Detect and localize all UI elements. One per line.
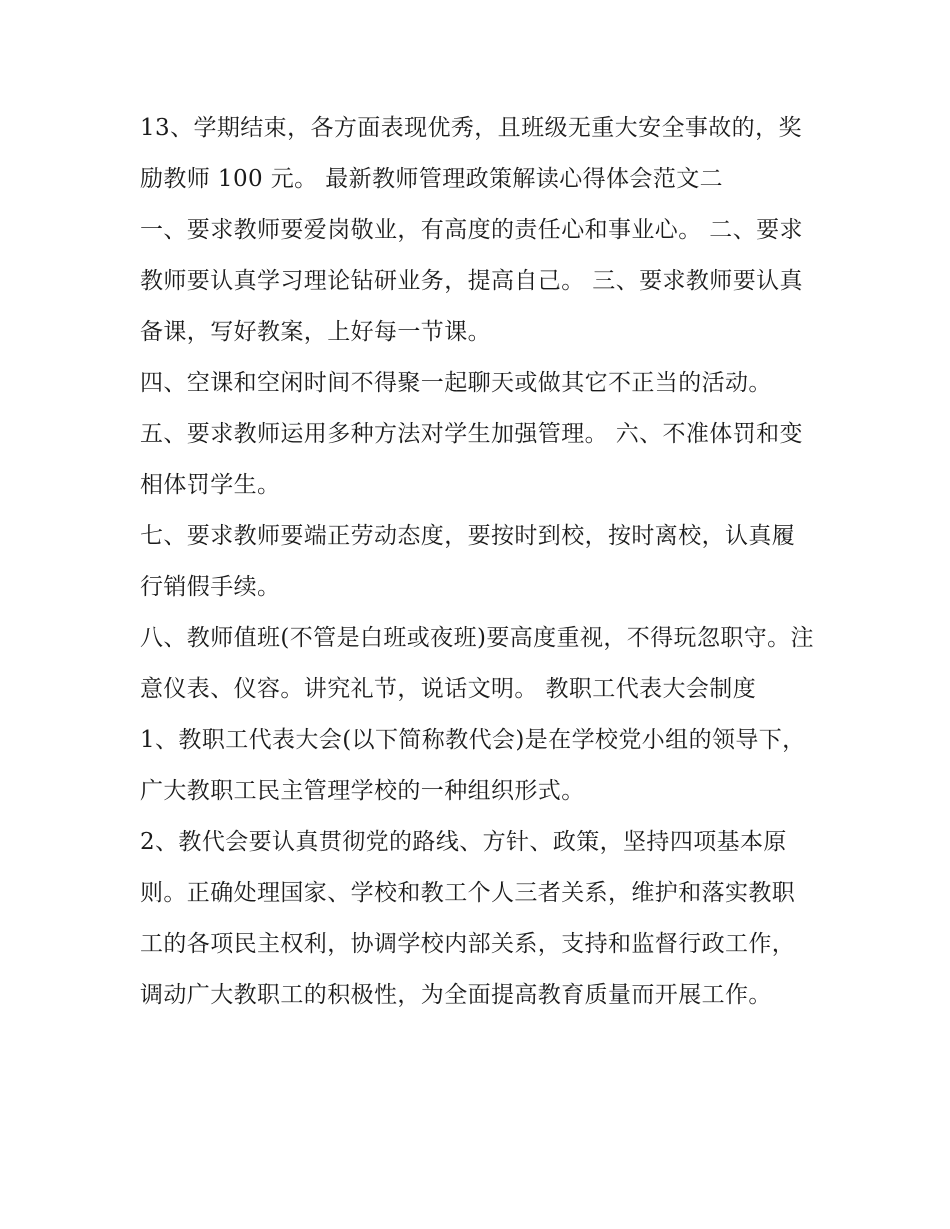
paragraph-rules-five-six: 五、要求教师运用多种方法对学生加强管理。 六、不准体罚和变相体罚学生。 (140, 421, 803, 498)
paragraph-congress-item-1: 1、教职工代表大会(以下简称教代会)是在学校党小组的领导下，广大教职工民主管理学校的一种组织形式。 (140, 727, 806, 804)
document-page (140, 103, 816, 1021)
paragraph-rules-one-to-three: 一、要求教师要爱岗敬业，有高度的责任心和事业心。 二、要求教师要认真学习理论钻研业务，提高自己。 三、要求教师要认真备课，写好教案，上好每一节课。 (140, 217, 803, 345)
paragraph-congress-item-2: 2、教代会要认真贯彻党的路线、方针、政策，坚持四项基本原则。正确处理国家、学校和教工个人三者关系，维护和落实教职工的各项民主权利，协调学校内部关系，支持和监督行政工作，调动广大教职工的积极性，为全面提高教育质量而开展工作。 (140, 829, 796, 1008)
paragraph-rule-four: 四、空课和空闲时间不得聚一起聊天或做其它不正当的活动。 (140, 370, 772, 396)
paragraph-rule-eight: 八、教师值班(不管是白班或夜班)要高度重视，不得玩忽职守。注意仪表、仪容。讲究礼节，说话文明。 教职工代表大会制度 (140, 625, 814, 702)
paragraph-reward-and-title: 13、学期结束，各方面表现优秀，且班级无重大安全事故的，奖励教师 100 元。 最新教师管理政策解读心得体会范文二 (140, 115, 802, 192)
paragraph-rule-seven: 七、要求教师要端正劳动态度，要按时到校，按时离校，认真履行销假手续。 (140, 523, 796, 600)
